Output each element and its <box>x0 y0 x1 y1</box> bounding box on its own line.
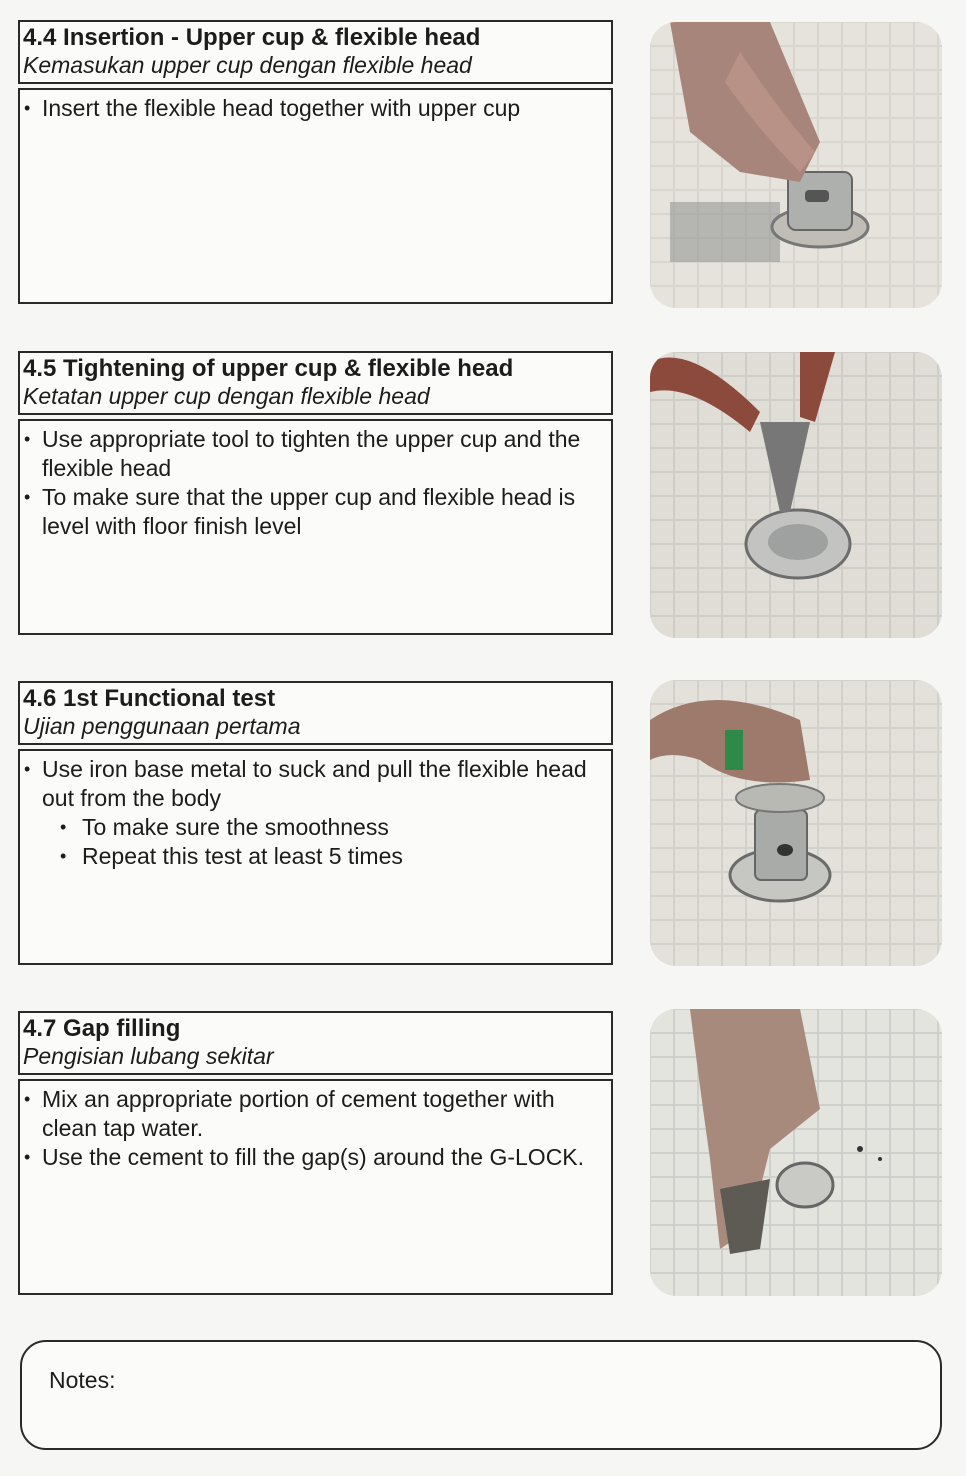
section-subtitle: Pengisian lubang sekitar <box>23 1043 274 1069</box>
section-4-5 <box>18 351 613 635</box>
bullet-list <box>24 755 605 871</box>
bullet-item: • Use iron base metal to suck and pull the flexible head out from the body <box>24 755 605 813</box>
section-4-6 <box>18 681 613 965</box>
bullet-item: • Mix an appropriate portion of cement together with clean tap water. <box>24 1085 605 1143</box>
section-title: 4.7 Gap filling <box>23 1015 181 1042</box>
bullet-list <box>24 425 605 541</box>
bullet-item: • To make sure that the upper cup and flexible head is level with floor finish level <box>24 483 605 541</box>
section-header <box>18 1011 613 1075</box>
section-subtitle: Ketatan upper cup dengan flexible head <box>23 383 430 409</box>
photo-tightening <box>650 352 942 638</box>
bullet-list <box>24 1085 605 1172</box>
sub-bullet-item: • To make sure the smoothness <box>24 813 605 842</box>
section-body <box>18 749 613 965</box>
section-4-4 <box>18 20 613 304</box>
notes-label: Notes: <box>49 1367 116 1393</box>
bullet-item: • Use the cement to fill the gap(s) around the G-LOCK. <box>24 1143 605 1172</box>
photo-insertion <box>650 22 942 308</box>
section-header <box>18 351 613 415</box>
bullet-item: • Insert the flexible head together with upper cup <box>24 94 605 123</box>
photo-gap-filling <box>650 1009 942 1296</box>
section-title: 4.4 Insertion - Upper cup & flexible head <box>23 24 481 51</box>
section-body <box>18 88 613 304</box>
section-subtitle: Kemasukan upper cup dengan flexible head <box>23 52 472 78</box>
section-header <box>18 681 613 745</box>
section-4-7 <box>18 1011 613 1295</box>
notes-box <box>20 1340 942 1450</box>
section-body <box>18 419 613 635</box>
section-subtitle: Ujian penggunaan pertama <box>23 713 301 739</box>
section-title: 4.5 Tightening of upper cup & flexible head <box>23 355 514 382</box>
sub-bullet-item: • Repeat this test at least 5 times <box>24 842 605 871</box>
photo-functional-test <box>650 680 942 966</box>
section-header <box>18 20 613 84</box>
bullet-item: • Use appropriate tool to tighten the upper cup and the flexible head <box>24 425 605 483</box>
section-body <box>18 1079 613 1295</box>
bullet-list <box>24 94 605 123</box>
section-title: 4.6 1st Functional test <box>23 685 276 712</box>
